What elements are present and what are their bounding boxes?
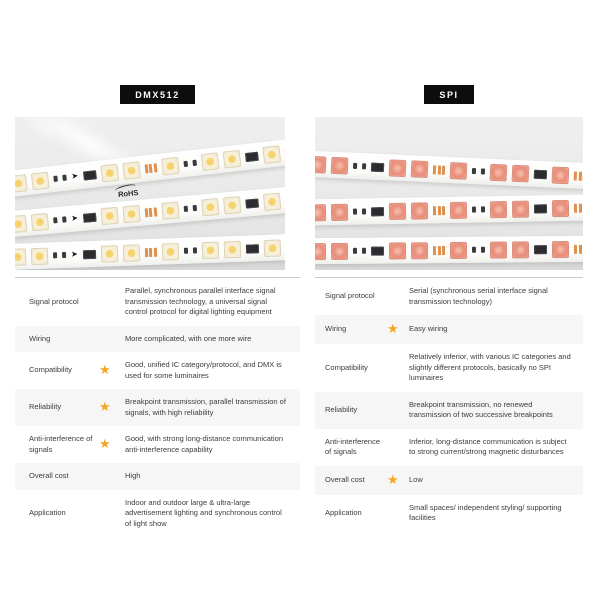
table-row [315, 315, 583, 344]
row-value: Low [409, 474, 423, 484]
row-label: Application [29, 508, 66, 517]
table-row [15, 352, 300, 389]
spi-badge: SPI [424, 85, 473, 104]
row-value: Good, unified IC category/protocol, and DMX is used for some luminaires [125, 360, 282, 380]
star-icon: ★ [99, 437, 111, 452]
led-strip: ➤ [15, 234, 285, 270]
table-row [315, 495, 583, 532]
row-value: Small spaces/ independent styling/ supporting facilities [409, 502, 562, 522]
table-row [15, 389, 300, 426]
star-icon: ★ [387, 472, 399, 488]
table-row [15, 326, 300, 353]
table-row [15, 490, 300, 538]
star-icon: ★ [387, 322, 399, 337]
row-label: Signal protocol [29, 296, 79, 306]
table-row [315, 278, 583, 315]
star-icon: ★ [99, 400, 111, 415]
row-value: More complicated, with one more wire [125, 333, 252, 343]
row-label: Compatibility [325, 362, 368, 372]
table-row [315, 466, 583, 495]
led-strip [315, 151, 583, 190]
dmx512-badge: DMX512 [120, 85, 195, 104]
spi-badge-wrap [315, 85, 583, 104]
led-strip [315, 194, 583, 225]
row-label: Reliability [325, 404, 358, 414]
table-row [15, 278, 300, 326]
led-strip: ➤ [15, 186, 285, 238]
led-strip: ➤ [15, 138, 285, 198]
row-value: High [125, 471, 141, 480]
row-value: Breakpoint transmission, parallel transmission of signals, with high reliability [125, 397, 286, 417]
row-label: Application [325, 507, 362, 517]
star-icon: ★ [99, 363, 111, 378]
row-label: Anti-interference of signals [29, 434, 93, 454]
row-label: Overall cost [325, 474, 365, 484]
spi-strip-photo [315, 117, 583, 270]
row-value: Good, with strong long-distance communication anti-interference capability [125, 434, 283, 454]
dmx512-strip-photo [15, 117, 285, 270]
row-label: Wiring [325, 324, 347, 334]
comparison-table-spi [315, 277, 583, 532]
table-row [315, 392, 583, 429]
dmx512-column [15, 85, 300, 537]
dmx512-badge-wrap [15, 85, 300, 104]
row-value: Serial (synchronous serial interface signal transmission technology) [409, 286, 548, 306]
table-row [315, 344, 583, 392]
row-label: Anti-interference of signals [325, 436, 381, 456]
table-row [315, 429, 583, 466]
row-label: Reliability [29, 402, 62, 412]
row-label: Compatibility [29, 365, 72, 375]
row-value: Inferior, long-distance communication is subject to strong current/strong magnetic disturbances [409, 436, 567, 456]
table-row [15, 463, 300, 490]
spi-column [315, 85, 583, 532]
row-value: Indoor and outdoor large & ultra-large advertisement lighting and synchronous control of light show [125, 497, 282, 528]
row-value: Breakpoint transmission, no renewed transmission of two successive breakpoints [409, 399, 553, 419]
comparison-table-dmx512 [15, 277, 300, 537]
rohs-label: RoHS [117, 187, 139, 200]
led-strip [315, 236, 583, 265]
row-label: Wiring [29, 333, 51, 343]
row-value: Relatively inferior, with various IC categories and slightly different protocols, basically no SPI luminaires [409, 352, 571, 382]
row-value: Easy wiring [409, 324, 448, 334]
row-value: Parallel, synchronous parallel interface signal transmission technology, a universal signal control protocol for digital lighting equipment [125, 286, 276, 316]
row-label: Signal protocol [325, 291, 375, 301]
row-label: Overall cost [29, 471, 69, 480]
table-row [15, 426, 300, 463]
